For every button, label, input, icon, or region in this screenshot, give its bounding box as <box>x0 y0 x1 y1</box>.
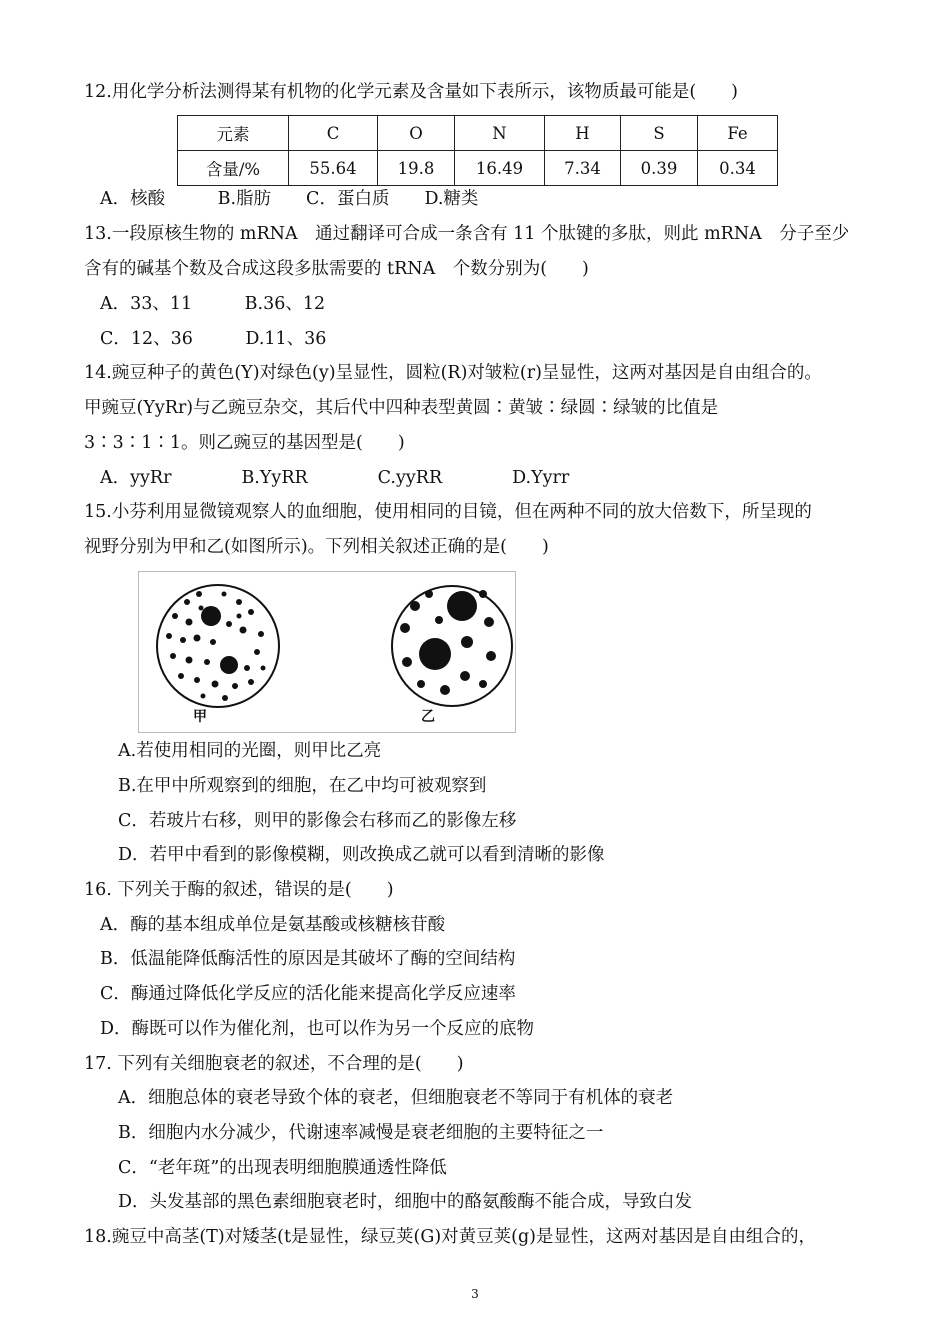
table-cell: 19.8 <box>378 151 455 186</box>
table-cell: 0.39 <box>621 151 698 186</box>
q16-stem: 16. 下列关于酶的叙述，错误的是( ) <box>84 880 394 900</box>
q18-stem: 18.豌豆中高茎(T)对矮茎(t是显性，绿豆荚(G)对黄豆荚(g)是显性，这两对基因是自由组合的， <box>84 1227 817 1247</box>
q17-stem: 17. 下列有关细胞衰老的叙述，不合理的是( ) <box>84 1054 464 1074</box>
q17-option-d: D．头发基部的黑色素细胞衰老时，细胞中的酪氨酸酶不能合成，导致白发 <box>118 1192 693 1212</box>
table-row <box>178 151 778 186</box>
table-cell: 元素 <box>178 116 289 151</box>
q15-stem-line1: 15.小芬利用显微镜观察人的血细胞，使用相同的目镜，但在两种不同的放大倍数下，所呈现的 <box>84 502 812 522</box>
page-number: 3 <box>471 1287 479 1301</box>
q17-option-b: B．细胞内水分减少，代谢速率减慢是衰老细胞的主要特征之一 <box>118 1123 604 1143</box>
table-cell: 16.49 <box>455 151 545 186</box>
microscope-figure <box>138 571 516 733</box>
q13-options-line2: C．12、36 D.11、36 <box>100 329 327 349</box>
q17-option-c: C．“老年斑”的出现表明细胞膜通透性降低 <box>118 1158 447 1178</box>
q12-stem: 12.用化学分析法测得某有机物的化学元素及含量如下表所示，该物质最可能是( ) <box>84 82 738 102</box>
figure-label-a: 甲 <box>193 709 207 725</box>
table-cell: O <box>378 116 455 151</box>
q15-option-d: D．若甲中看到的影像模糊，则改换成乙就可以看到清晰的影像 <box>118 845 605 865</box>
q16-option-a: A．酶的基本组成单位是氨基酸或核糖核苷酸 <box>100 915 446 935</box>
field-a <box>157 585 279 707</box>
q16-option-c: C．酶通过降低化学反应的活化能来提高化学反应速率 <box>100 984 516 1004</box>
q13-options-line1: A．33、11 B.36、12 <box>100 294 326 314</box>
figure-label-b: 乙 <box>421 709 435 725</box>
field-b <box>392 586 512 706</box>
q14-stem-line1: 14.豌豆种子的黄色(Y)对绿色(y)呈显性，圆粒(R)对皱粒(r)呈显性，这两对基因是自由组合的。 <box>84 363 822 383</box>
q15-stem-line2: 视野分别为甲和乙(如图所示)。下列相关叙述正确的是( ) <box>84 537 549 557</box>
table-cell: H <box>545 116 621 151</box>
element-content-table <box>177 115 778 186</box>
q15-option-c: C．若玻片右移，则甲的影像会右移而乙的影像左移 <box>118 811 517 831</box>
table-cell: 55.64 <box>289 151 378 186</box>
table-cell: Fe <box>698 116 778 151</box>
table-cell: N <box>455 116 545 151</box>
q13-stem-line1: 13.一段原核生物的 mRNA 通过翻译可合成一条含有 11 个肽键的多肽，则此 mRNA 分子至少 <box>84 224 850 244</box>
q14-stem-line2: 甲豌豆(YyRr)与乙豌豆杂交，其后代中四种表型黄圆∶黄皱∶绿圆∶绿皱的比值是 <box>84 398 719 418</box>
table-cell: 7.34 <box>545 151 621 186</box>
q16-option-d: D．酶既可以作为催化剂，也可以作为另一个反应的底物 <box>100 1019 535 1039</box>
table-header-row <box>178 116 778 151</box>
table-cell: S <box>621 116 698 151</box>
table-cell: 含量/% <box>178 151 289 186</box>
table-cell: C <box>289 116 378 151</box>
q12-options: A．核酸 B.脂肪 C．蛋白质 D.糖类 <box>100 189 479 209</box>
q15-option-a: A.若使用相同的光圈，则甲比乙亮 <box>118 741 382 761</box>
q16-option-b: B．低温能降低酶活性的原因是其破坏了酶的空间结构 <box>100 949 516 969</box>
q14-options: A．yyRr B.YyRR C.yyRR D.Yyrr <box>100 468 570 488</box>
q15-option-b: B.在甲中所观察到的细胞，在乙中均可被观察到 <box>118 776 487 796</box>
q14-stem-line3: 3∶3∶1∶1。则乙豌豆的基因型是( ) <box>84 433 405 453</box>
q17-option-a: A．细胞总体的衰老导致个体的衰老，但细胞衰老不等同于有机体的衰老 <box>118 1088 674 1108</box>
q13-stem-line2: 含有的碱基个数及合成这段多肽需要的 tRNA 个数分别为( ) <box>84 259 589 279</box>
table-cell: 0.34 <box>698 151 778 186</box>
